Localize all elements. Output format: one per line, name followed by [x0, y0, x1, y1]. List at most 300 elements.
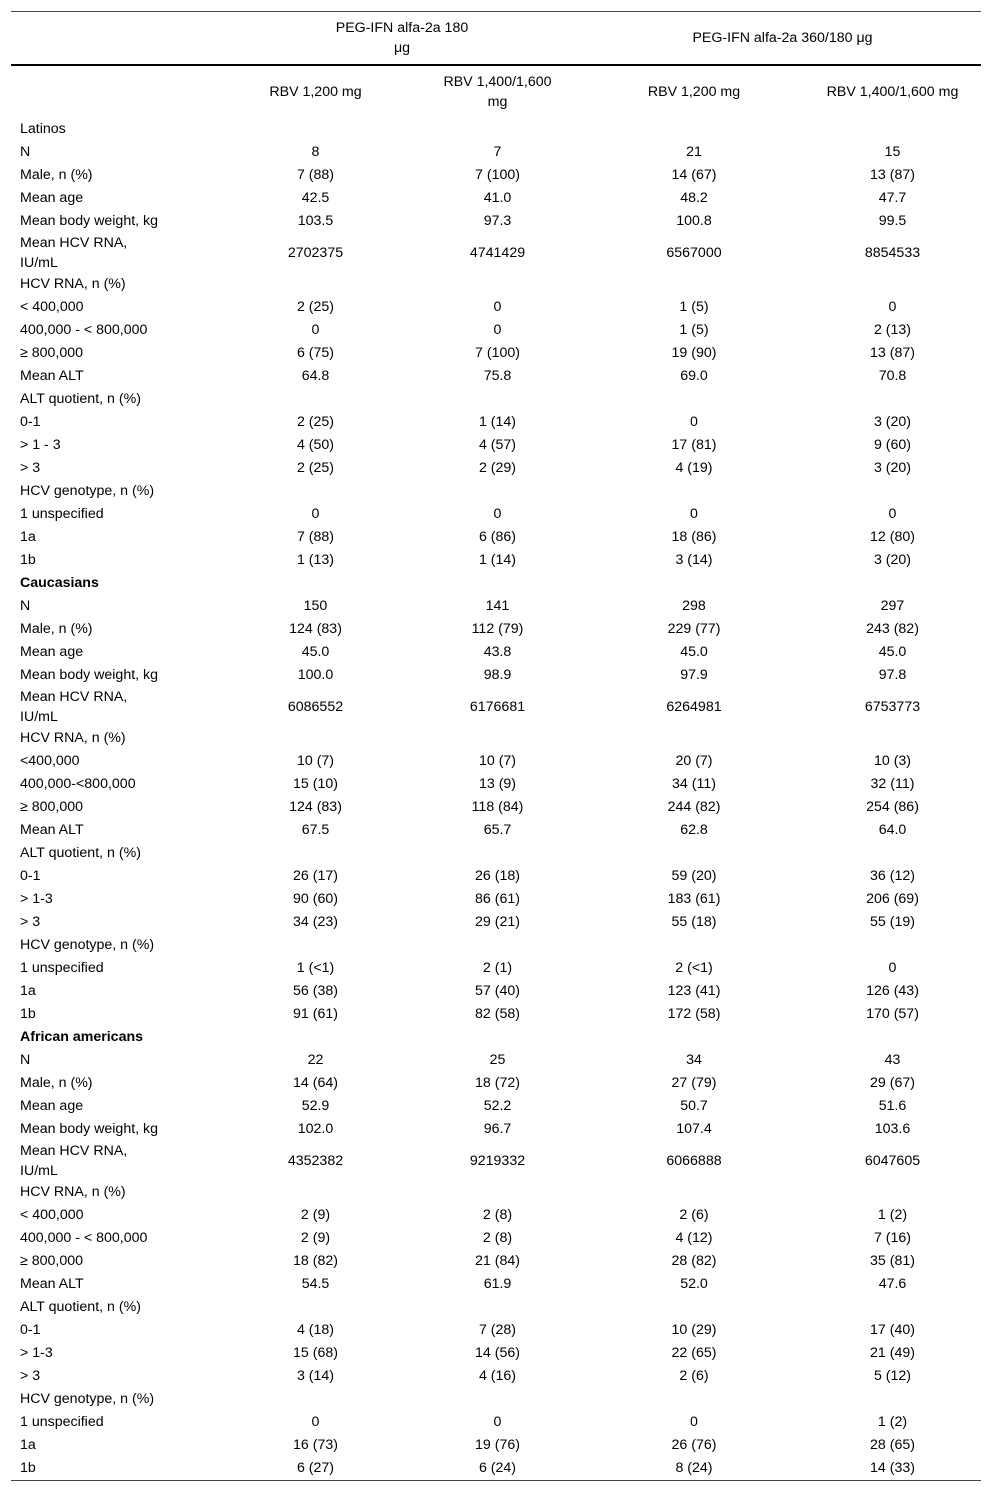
- cell-value: [584, 118, 804, 141]
- row-label: > 3: [20, 1368, 41, 1384]
- cell-value: 34 (23): [293, 914, 338, 930]
- cell-value: 19 (90): [671, 345, 717, 361]
- header-group-peg-180: PEG-IFN alfa-2a 180 μg: [220, 12, 584, 66]
- cell-value: 13 (87): [870, 345, 915, 361]
- cell-value: [804, 1296, 981, 1319]
- row-label: HCV RNA, n (%): [20, 276, 126, 292]
- cell-value: [584, 1181, 804, 1204]
- cell-value: 26 (76): [671, 1437, 717, 1453]
- row-label: Mean body weight, kg: [20, 667, 159, 683]
- cell-value: 4 (16): [478, 1368, 517, 1384]
- table-row: [11, 233, 981, 273]
- cell-value: 5 (12): [873, 1368, 912, 1384]
- cell-value: 13 (87): [870, 167, 915, 183]
- table-row: [11, 1296, 981, 1319]
- cell-value: 2 (25): [296, 460, 335, 476]
- cell-value: 4741429: [469, 245, 526, 261]
- cell-value: [804, 118, 981, 141]
- cell-value: 19 (76): [475, 1437, 520, 1453]
- cell-value: 59 (20): [671, 868, 717, 884]
- cell-value: [584, 1026, 804, 1049]
- table-row: [11, 549, 981, 572]
- row-label: Caucasians: [20, 575, 99, 591]
- cell-value: 29 (67): [870, 1075, 915, 1091]
- row-label: 0-1: [20, 1322, 41, 1338]
- cell-value: [584, 1296, 804, 1319]
- cell-value: 90 (60): [293, 891, 338, 907]
- cell-value: [411, 1026, 584, 1049]
- cell-value: 8854533: [864, 245, 921, 261]
- cell-value: [220, 934, 411, 957]
- cell-value: [584, 273, 804, 296]
- cell-value: 6086552: [287, 699, 344, 715]
- row-label: ALT quotient, n (%): [20, 1299, 141, 1315]
- cell-value: 16 (73): [293, 1437, 338, 1453]
- cell-value: 3 (20): [873, 414, 912, 430]
- cell-value: 82 (58): [475, 1006, 520, 1022]
- cell-value: [584, 572, 804, 595]
- table-row: [11, 842, 981, 865]
- cell-value: 52.9: [301, 1098, 330, 1114]
- table-row: [11, 934, 981, 957]
- row-label: Mean age: [20, 190, 84, 206]
- row-label: Male, n (%): [20, 621, 93, 637]
- row-label: 400,000-<800,000: [20, 776, 136, 792]
- cell-value: 1 (2): [877, 1207, 908, 1223]
- table-row: [11, 342, 981, 365]
- cell-value: 21 (84): [475, 1253, 520, 1269]
- row-label: Mean ALT: [20, 368, 84, 384]
- table-row: [11, 1118, 981, 1141]
- cell-value: [220, 572, 411, 595]
- group-header-row: [11, 1026, 981, 1049]
- cell-value: 97.3: [483, 213, 512, 229]
- cell-value: 3 (20): [873, 552, 912, 568]
- row-label: 1b: [20, 1006, 36, 1022]
- cell-value: 4 (50): [296, 437, 335, 453]
- row-label: African americans: [20, 1029, 144, 1045]
- cell-value: 0: [690, 506, 698, 522]
- row-label: 0-1: [20, 868, 41, 884]
- cell-value: 43: [884, 1052, 901, 1068]
- cell-value: 0: [690, 1414, 698, 1430]
- cell-value: 27 (79): [671, 1075, 717, 1091]
- cell-value: 26 (17): [293, 868, 338, 884]
- cell-value: 0: [311, 506, 320, 522]
- table-row: [11, 888, 981, 911]
- cell-value: 7 (28): [478, 1322, 517, 1338]
- cell-value: 6 (27): [220, 1457, 411, 1481]
- table-row: [11, 434, 981, 457]
- table-row: [11, 1250, 981, 1273]
- cell-value: [220, 118, 411, 141]
- row-label: > 1-3: [20, 1345, 53, 1361]
- cell-value: 4 (18): [296, 1322, 335, 1338]
- table-row: [11, 273, 981, 296]
- row-label: Latinos: [20, 121, 66, 137]
- cell-value: 123 (41): [667, 983, 721, 999]
- table-row: [11, 503, 981, 526]
- cell-value: 112 (79): [471, 621, 524, 637]
- cell-value: 0: [493, 1414, 502, 1430]
- table-row: [11, 773, 981, 796]
- cell-value: 6567000: [666, 245, 722, 261]
- table-row: [11, 727, 981, 750]
- cell-value: 2 (25): [296, 414, 335, 430]
- row-label: N: [20, 1052, 31, 1068]
- cell-value: 10 (29): [671, 1322, 717, 1338]
- cell-value: 99.5: [878, 213, 907, 229]
- table-row: [11, 141, 981, 164]
- cell-value: 150: [303, 598, 328, 614]
- cell-value: 91 (61): [293, 1006, 338, 1022]
- cell-value: 47.6: [878, 1276, 907, 1292]
- cell-value: 6047605: [864, 1153, 921, 1169]
- cell-value: 126 (43): [866, 983, 919, 999]
- cell-value: 56 (38): [293, 983, 338, 999]
- cell-value: 9219332: [469, 1153, 526, 1169]
- cell-value: 3 (20): [873, 460, 912, 476]
- row-label: Mean ALT: [20, 1276, 84, 1292]
- cell-value: 34: [686, 1052, 702, 1068]
- row-label: 1 unspecified: [20, 1414, 104, 1430]
- cell-value: [411, 1296, 584, 1319]
- row-label: < 400,000: [20, 299, 84, 315]
- cell-value: 2 (6): [679, 1207, 709, 1223]
- cell-value: 298: [682, 598, 706, 614]
- cell-value: [804, 934, 981, 957]
- cell-value: 86 (61): [475, 891, 520, 907]
- cell-value: 2 (8): [482, 1230, 513, 1246]
- cell-value: 124 (83): [289, 799, 342, 815]
- cell-value: [220, 842, 411, 865]
- cell-value: [220, 480, 411, 503]
- cell-value: [804, 388, 981, 411]
- cell-value: [584, 934, 804, 957]
- table-row: [11, 664, 981, 687]
- cell-value: 29 (21): [475, 914, 520, 930]
- cell-value: 17 (40): [870, 1322, 915, 1338]
- table-row: [11, 1049, 981, 1072]
- table-row: [11, 1457, 981, 1481]
- cell-value: 0: [311, 1414, 320, 1430]
- cell-value: [220, 727, 411, 750]
- header-rbv-1400-1600-a: RBV 1,400/1,600 mg: [411, 65, 584, 118]
- cell-value: 118 (84): [471, 799, 524, 815]
- header-rbv-1200-b: RBV 1,200 mg: [584, 65, 804, 118]
- table-row: [11, 1342, 981, 1365]
- cell-value: 26 (18): [475, 868, 520, 884]
- cell-value: [804, 480, 981, 503]
- cell-value: 6066888: [666, 1153, 722, 1169]
- row-label: Mean HCV RNA, IU/mL: [20, 1143, 128, 1179]
- cell-value: 3 (14): [296, 1368, 335, 1384]
- header-rbv-1200-a: RBV 1,200 mg: [220, 65, 411, 118]
- row-label: 400,000 - < 800,000: [20, 322, 148, 338]
- cell-value: 20 (7): [675, 753, 713, 769]
- cell-value: 43.8: [483, 644, 512, 660]
- cell-value: 6176681: [469, 699, 526, 715]
- row-label: Mean ALT: [20, 822, 84, 838]
- cell-value: 254 (86): [866, 799, 919, 815]
- cell-value: 6753773: [864, 699, 921, 715]
- cell-value: 4352382: [287, 1153, 344, 1169]
- table-row: [11, 388, 981, 411]
- cell-value: [411, 388, 584, 411]
- row-label: 0-1: [20, 414, 41, 430]
- row-label: > 1 - 3: [20, 437, 61, 453]
- cell-value: 61.9: [483, 1276, 512, 1292]
- cell-value: 45.0: [878, 644, 907, 660]
- row-label: HCV genotype, n (%): [20, 483, 155, 499]
- cell-value: 36 (12): [870, 868, 915, 884]
- cell-value: 62.8: [680, 822, 708, 838]
- cell-value: 100.0: [297, 667, 334, 683]
- table-row: [11, 641, 981, 664]
- table-row: [11, 750, 981, 773]
- row-label: < 400,000: [20, 1207, 84, 1223]
- cell-value: 15 (10): [293, 776, 338, 792]
- cell-value: [584, 1388, 804, 1411]
- cell-value: 67.5: [301, 822, 330, 838]
- cell-value: 7 (16): [873, 1230, 912, 1246]
- cell-value: 70.8: [878, 368, 907, 384]
- row-label: N: [20, 144, 31, 160]
- cell-value: 1 (14): [478, 414, 517, 430]
- cell-value: [220, 273, 411, 296]
- cell-value: [220, 1296, 411, 1319]
- table-row: [11, 319, 981, 342]
- table-row: [11, 118, 981, 141]
- table-row: [11, 1072, 981, 1095]
- row-label: 1b: [11, 1457, 220, 1481]
- cell-value: 13 (9): [478, 776, 517, 792]
- header-group-peg-360-180: PEG-IFN alfa-2a 360/180 μg: [584, 12, 981, 66]
- table-row: [11, 618, 981, 641]
- cell-value: 2 (8): [482, 1207, 513, 1223]
- row-label: 1 unspecified: [20, 960, 104, 976]
- cell-value: 2 (9): [300, 1230, 331, 1246]
- cell-value: 14 (33): [804, 1457, 981, 1481]
- cell-value: 7 (100): [475, 345, 520, 361]
- cell-value: 10 (7): [478, 753, 517, 769]
- cell-value: 141: [485, 598, 510, 614]
- cell-value: 183 (61): [667, 891, 721, 907]
- cell-value: [804, 727, 981, 750]
- row-label: Mean HCV RNA, IU/mL: [20, 689, 128, 725]
- cell-value: 0: [493, 322, 502, 338]
- cell-value: 102.0: [297, 1121, 334, 1137]
- cell-value: 41.0: [483, 190, 512, 206]
- cell-value: 45.0: [301, 644, 330, 660]
- cell-value: [804, 1388, 981, 1411]
- cell-value: 1 (5): [679, 299, 709, 315]
- cell-value: [804, 1181, 981, 1204]
- cell-value: 2702375: [287, 245, 344, 261]
- table-row: [11, 296, 981, 319]
- cell-value: 18 (86): [671, 529, 717, 545]
- cell-value: 7 (88): [296, 529, 335, 545]
- row-label: HCV genotype, n (%): [20, 1391, 155, 1407]
- cell-value: 69.0: [680, 368, 708, 384]
- cell-value: 2 (25): [296, 299, 335, 315]
- cell-value: 50.7: [680, 1098, 708, 1114]
- cell-value: 103.6: [874, 1121, 911, 1137]
- row-label: Male, n (%): [20, 167, 93, 183]
- table-row: [11, 1319, 981, 1342]
- cell-value: 21 (49): [870, 1345, 915, 1361]
- cell-value: 8 (24): [584, 1457, 804, 1481]
- cell-value: 48.2: [680, 190, 708, 206]
- cell-value: 206 (69): [866, 891, 919, 907]
- table-row: [11, 526, 981, 549]
- cell-value: 1 (2): [877, 1414, 908, 1430]
- cell-value: 297: [880, 598, 905, 614]
- cell-value: [584, 480, 804, 503]
- row-label: HCV genotype, n (%): [20, 937, 155, 953]
- cell-value: 34 (11): [672, 776, 716, 792]
- header-row-regimens: [11, 65, 981, 118]
- table-row: [11, 687, 981, 727]
- cell-value: [584, 727, 804, 750]
- cell-value: 229 (77): [667, 621, 721, 637]
- cell-value: 0: [888, 506, 897, 522]
- row-label: ≥ 800,000: [20, 1253, 84, 1269]
- cell-value: [804, 842, 981, 865]
- cell-value: 21: [686, 144, 702, 160]
- table-row: [11, 1181, 981, 1204]
- cell-value: 14 (64): [293, 1075, 338, 1091]
- cell-value: 18 (72): [475, 1075, 520, 1091]
- cell-value: 6 (24): [411, 1457, 584, 1481]
- cell-value: 100.8: [676, 213, 712, 229]
- baseline-characteristics-table: [11, 11, 981, 1481]
- row-label: 400,000 - < 800,000: [20, 1230, 148, 1246]
- cell-value: [411, 934, 584, 957]
- cell-value: 170 (57): [866, 1006, 919, 1022]
- cell-value: 103.5: [297, 213, 334, 229]
- table-row: [11, 1095, 981, 1118]
- cell-value: 28 (82): [671, 1253, 717, 1269]
- table-row: [11, 210, 981, 233]
- cell-value: 1 (14): [478, 552, 517, 568]
- cell-value: 7 (88): [296, 167, 335, 183]
- cell-value: 7 (100): [475, 167, 520, 183]
- cell-value: 28 (65): [870, 1437, 915, 1453]
- cell-value: 14 (67): [671, 167, 717, 183]
- row-label: Male, n (%): [20, 1075, 93, 1091]
- row-label: 1 unspecified: [20, 506, 104, 522]
- cell-value: 4 (19): [675, 460, 713, 476]
- row-label: > 1-3: [20, 891, 53, 907]
- row-label: Mean body weight, kg: [20, 1121, 159, 1137]
- table-row: [11, 911, 981, 934]
- cell-value: [411, 727, 584, 750]
- table-row: [11, 819, 981, 842]
- cell-value: 1 (13): [296, 552, 335, 568]
- cell-value: 22: [307, 1052, 324, 1068]
- cell-value: [220, 388, 411, 411]
- cell-value: 64.8: [301, 368, 330, 384]
- cell-value: 2 (1): [482, 960, 513, 976]
- row-label: > 3: [20, 460, 41, 476]
- row-label: > 3: [20, 914, 41, 930]
- row-label: ≥ 800,000: [20, 345, 84, 361]
- cell-value: 243 (82): [866, 621, 919, 637]
- header-row-groups: [11, 12, 981, 66]
- row-label: 1a: [20, 529, 36, 545]
- cell-value: 4 (12): [675, 1230, 713, 1246]
- row-label: <400,000: [20, 753, 80, 769]
- cell-value: 9 (60): [873, 437, 912, 453]
- cell-value: [220, 1388, 411, 1411]
- row-label: N: [20, 598, 31, 614]
- cell-value: 0: [311, 322, 320, 338]
- cell-value: 64.0: [878, 822, 907, 838]
- cell-value: 0: [690, 414, 698, 430]
- cell-value: 7: [493, 144, 502, 160]
- cell-value: 55 (19): [870, 914, 915, 930]
- cell-value: 124 (83): [289, 621, 342, 637]
- header-empty-cell: [11, 65, 220, 118]
- cell-value: [411, 1181, 584, 1204]
- table-row: [11, 796, 981, 819]
- cell-value: 107.4: [676, 1121, 712, 1137]
- cell-value: 2 (9): [300, 1207, 331, 1223]
- cell-value: 52.0: [680, 1276, 708, 1292]
- cell-value: 45.0: [680, 644, 708, 660]
- cell-value: 98.9: [483, 667, 512, 683]
- header-empty-cell: [11, 12, 220, 66]
- cell-value: [220, 1026, 411, 1049]
- cell-value: [411, 842, 584, 865]
- cell-value: [804, 1026, 981, 1049]
- row-label: 1a: [20, 983, 36, 999]
- group-header-row: [11, 572, 981, 595]
- cell-value: 2 (6): [679, 1368, 709, 1384]
- cell-value: 0: [493, 299, 502, 315]
- cell-value: 22 (65): [671, 1345, 717, 1361]
- cell-value: 12 (80): [870, 529, 915, 545]
- cell-value: 0: [493, 506, 502, 522]
- row-label: Mean age: [20, 1098, 84, 1114]
- cell-value: 97.8: [878, 667, 907, 683]
- cell-value: [411, 118, 584, 141]
- cell-value: 1 (<1): [296, 960, 335, 976]
- table-row: [11, 1204, 981, 1227]
- cell-value: 17 (81): [671, 437, 717, 453]
- table-row: [11, 1141, 981, 1181]
- cell-value: 51.6: [878, 1098, 907, 1114]
- cell-value: 10 (7): [296, 753, 335, 769]
- cell-value: 15: [884, 144, 901, 160]
- cell-value: 65.7: [483, 822, 512, 838]
- table-row: [11, 1388, 981, 1411]
- cell-value: 55 (18): [671, 914, 717, 930]
- table-row: [11, 365, 981, 388]
- row-label: HCV RNA, n (%): [20, 730, 126, 746]
- cell-value: 14 (56): [475, 1345, 520, 1361]
- cell-value: 54.5: [301, 1276, 330, 1292]
- cell-value: [411, 1388, 584, 1411]
- table-row: [11, 411, 981, 434]
- table-row: [11, 480, 981, 503]
- cell-value: 57 (40): [475, 983, 520, 999]
- cell-value: 1 (5): [679, 322, 709, 338]
- cell-value: 8: [311, 144, 320, 160]
- cell-value: 6264981: [666, 699, 722, 715]
- row-label: ALT quotient, n (%): [20, 391, 141, 407]
